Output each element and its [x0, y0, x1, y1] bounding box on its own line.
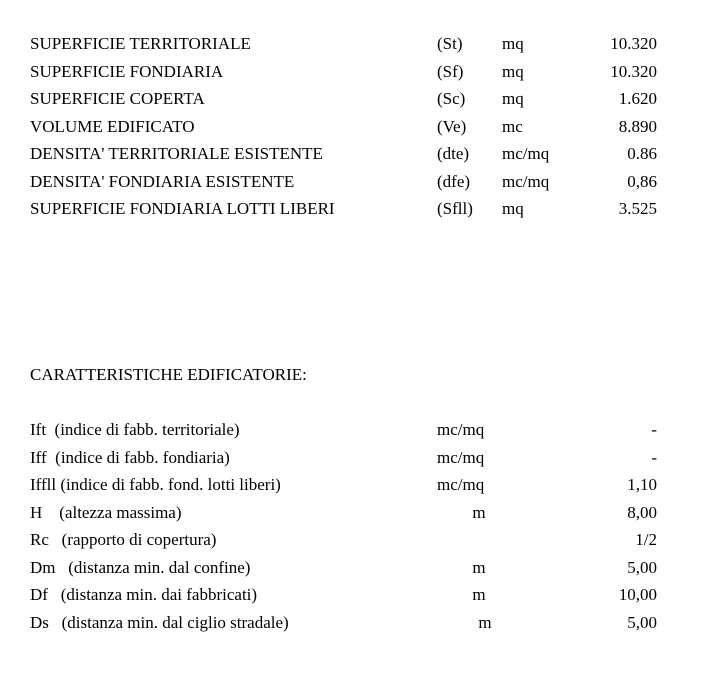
row-value: 5,00 [627, 613, 657, 632]
row-value: 1,10 [627, 475, 657, 494]
row-unit: m [472, 585, 486, 604]
row-abbreviation: (dfe) [437, 172, 471, 191]
row-value: 8.890 [618, 117, 657, 136]
row-label: Iff (indice di fabb. fondiaria) [30, 448, 230, 467]
row-unit: mq [502, 34, 524, 53]
table-row [0, 583, 715, 607]
table-row [0, 197, 715, 221]
table-row [0, 418, 715, 442]
row-value: 0.86 [627, 144, 657, 163]
row-value: 3.525 [618, 199, 657, 218]
row-value: 10,00 [618, 585, 657, 604]
row-unit: mq [502, 199, 524, 218]
table-row [0, 611, 715, 635]
row-unit: mc/mq [502, 172, 550, 191]
table-row [0, 473, 715, 497]
row-unit: mc/mq [502, 144, 550, 163]
table-row [0, 115, 715, 139]
row-abbreviation: (Sf) [437, 62, 464, 81]
row-value: 10.320 [610, 62, 657, 81]
table-row [0, 528, 715, 552]
row-abbreviation: (Sc) [437, 89, 466, 108]
row-unit: mq [502, 89, 524, 108]
row-unit: m [478, 613, 492, 632]
row-value: 5,00 [627, 558, 657, 577]
row-unit: mc/mq [437, 475, 485, 494]
row-label: Df (distanza min. dai fabbricati) [30, 585, 258, 604]
row-value: 0,86 [627, 172, 657, 191]
row-unit: m [472, 558, 486, 577]
row-unit: mq [502, 62, 524, 81]
row-abbreviation: (Ve) [437, 117, 467, 136]
row-unit: mc [502, 117, 523, 136]
row-label: SUPERFICIE TERRITORIALE [30, 34, 251, 53]
table-row [0, 446, 715, 470]
row-label: SUPERFICIE FONDIARIA [30, 62, 224, 81]
row-value: - [651, 420, 657, 439]
row-value: 10.320 [610, 34, 657, 53]
row-label: Ds (distanza min. dal ciglio stradale) [30, 613, 289, 632]
row-label: DENSITA' FONDIARIA ESISTENTE [30, 172, 295, 191]
row-label: Rc (rapporto di copertura) [30, 530, 217, 549]
row-abbreviation: (St) [437, 34, 463, 53]
row-value: 8,00 [627, 503, 657, 522]
table-row [0, 60, 715, 84]
row-label: DENSITA' TERRITORIALE ESISTENTE [30, 144, 323, 163]
row-unit: mc/mq [437, 448, 485, 467]
table-row [0, 556, 715, 580]
row-label: VOLUME EDIFICATO [30, 117, 195, 136]
section-heading: CARATTERISTICHE EDIFICATORIE: [30, 365, 307, 384]
row-label: H (altezza massima) [30, 503, 182, 522]
row-label: Ift (indice di fabb. territoriale) [30, 420, 240, 439]
row-value: - [651, 448, 657, 467]
row-unit: mc/mq [437, 420, 485, 439]
row-label: Dm (distanza min. dal confine) [30, 558, 251, 577]
table-row [0, 170, 715, 194]
row-value: 1/2 [635, 530, 657, 549]
row-unit: m [472, 503, 486, 522]
row-label: SUPERFICIE FONDIARIA LOTTI LIBERI [30, 199, 335, 218]
row-label: Iffll (indice di fabb. fond. lotti liberi) [30, 475, 281, 494]
table-row [0, 32, 715, 56]
table-row [0, 87, 715, 111]
row-label: SUPERFICIE COPERTA [30, 89, 205, 108]
row-value: 1.620 [618, 89, 657, 108]
table-row [0, 501, 715, 525]
table-row [0, 142, 715, 166]
row-abbreviation: (dte) [437, 144, 470, 163]
row-abbreviation: (Sfll) [437, 199, 473, 218]
